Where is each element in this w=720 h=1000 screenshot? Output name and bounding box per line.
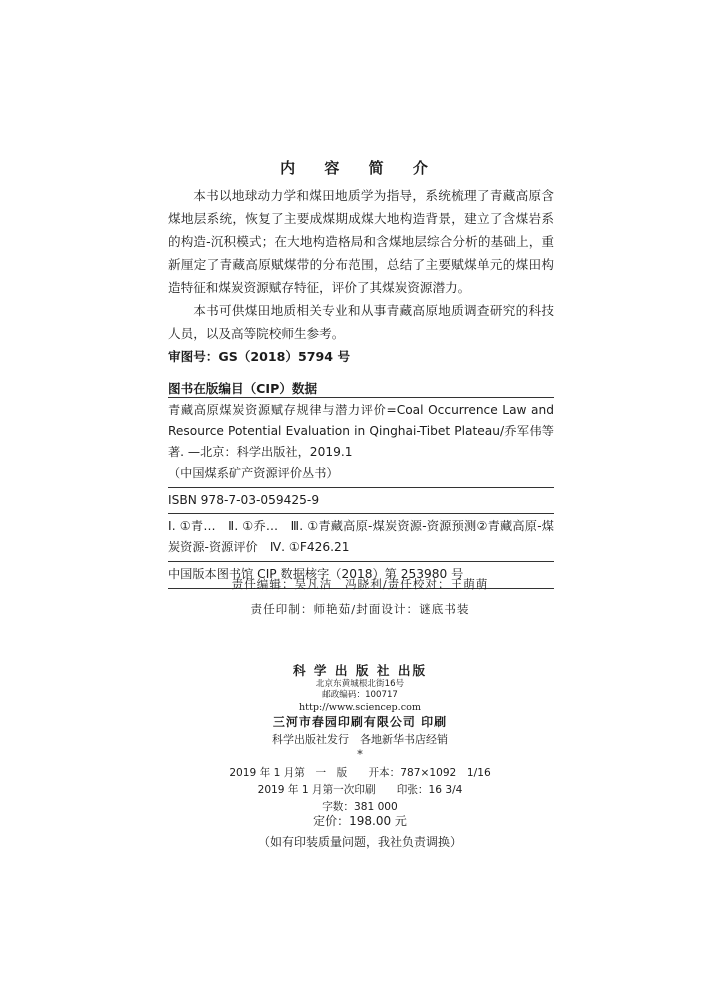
edition-specs [0,765,720,816]
cip-isbn: ISBN 978-7-03-059425-9 [168,488,554,514]
cip-data-block [168,378,554,589]
edition-row: 2019 年 1 月第 一 版 开本：787×1092 1/16 [229,767,491,779]
cip-series: （中国煤系矿产资源评价丛书） [168,466,339,480]
separator-star: * [357,748,363,761]
cip-record-block [168,398,554,488]
intro-paragraph-1: 本书以地球动力学和煤田地质学为指导，系统梳理了青藏高原含煤地层系统，恢复了主要成煤期成煤大地构造背景，建立了含煤岩系的构造-沉积模式；在大地构造格局和含煤地层综合分析的基础上，重新厘定了青藏高原赋煤带的分布范围，总结了主要赋煤单元的煤田构造特征和煤炭资源赋存特征，评价了其煤炭资源潜力。 [168,188,554,295]
printing-row: 2019 年 1 月第一次印刷 印张：16 3/4 [257,784,463,796]
map-approval-number: 审图号：GS（2018）5794 号 [168,349,351,364]
distribution-line: 科学出版社发行 各地新华书店经销 [272,733,448,746]
publisher-postcode: 邮政编码：100717 [322,690,398,700]
editor-credits: 责任编辑：吴凡洁 冯晓利/责任校对：王萌萌 [231,577,489,591]
printer-name: 三河市春园印刷有限公司 印刷 [272,715,448,729]
cip-classification-text: Ⅰ. ①青… Ⅱ. ①乔… Ⅲ. ①青藏高原-煤炭资源-资源预测②青藏高原-煤炭资源-资源评价 Ⅳ. ①F426.21 [168,519,554,554]
word-count-row: 字数：381 000 [322,801,398,813]
cip-record: 青藏高原煤炭资源赋存规律与潜力评价=Coal Occurrence Law and Resource Potential Evaluation in Qinghai-Tibet Plateau/乔军伟等著. —北京：科学出版社，2019.1 [168,403,554,459]
cip-number: 中国版本图书馆 CIP 数据核字（2018）第 253980 号 [168,562,554,589]
intro-paragraph-2: 本书可供煤田地质相关专业和从事青藏高原地质调查研究的科技人员，以及高等院校师生参考。 [168,303,554,341]
price: 定价：198.00 元 [313,814,407,828]
production-credits: 责任印制：师艳茹/封面设计：谜底书装 [250,602,470,616]
publisher-info [0,660,720,715]
intro-body [168,184,554,345]
publisher-address: 北京东黄城根北街16号 [315,679,405,689]
cip-classification [168,514,554,562]
intro-title: 内 容 简 介 [280,159,440,177]
publisher-name: 科 学 出 版 社 出版 [292,663,428,678]
publisher-url: http://www.sciencep.com [299,702,421,713]
cip-heading: 图书在版编目（CIP）数据 [168,378,554,398]
quality-note: （如有印装质量问题，我社负责调换） [257,835,462,849]
